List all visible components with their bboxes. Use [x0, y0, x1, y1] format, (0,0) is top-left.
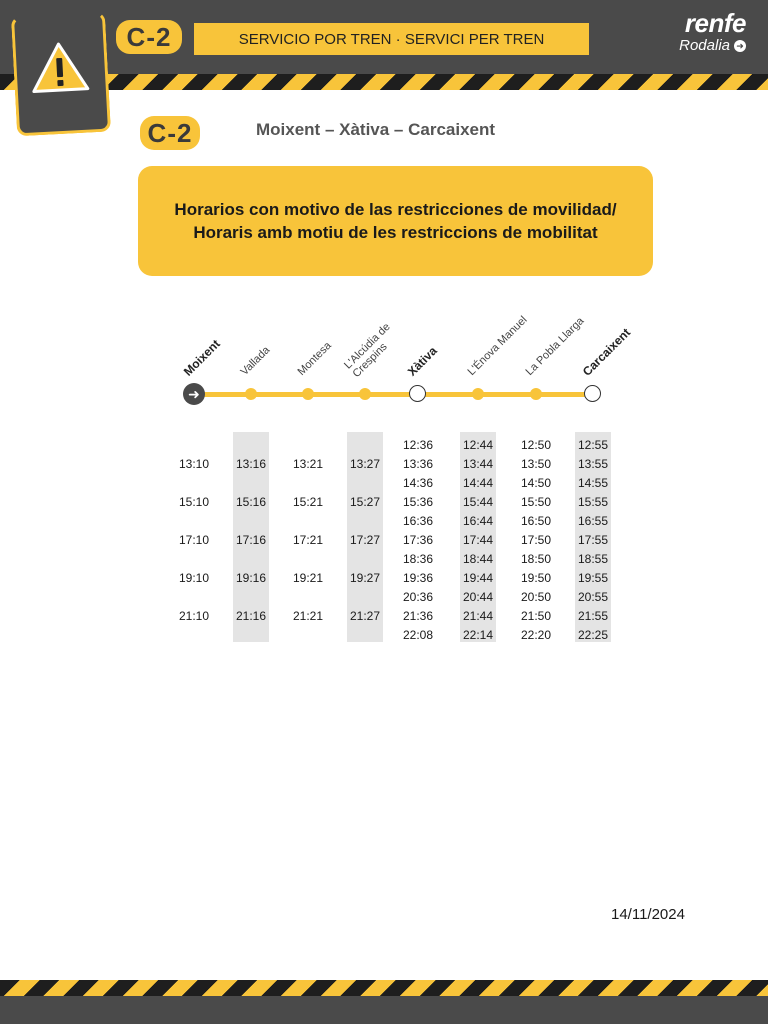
station-label: L'Alcúdia de Crespins: [342, 320, 393, 380]
time-cell: 21:21: [292, 609, 324, 623]
time-cell: 19:16: [235, 571, 267, 585]
rodalia-arrow-icon: ➜: [734, 40, 746, 52]
time-cell: 20:55: [577, 590, 609, 604]
time-cell: 13:36: [402, 457, 434, 471]
station-label: Carcaixent: [579, 325, 634, 379]
date: 14/11/2024: [611, 906, 685, 923]
station-label: Montesa: [295, 339, 334, 378]
notice-line-ca: Horaris amb motiu de les restriccions de mobilitat: [193, 223, 598, 242]
time-cell: 13:55: [577, 457, 609, 471]
renfe-logo: [679, 8, 746, 54]
station-marker: [302, 388, 314, 400]
time-cell: 21:27: [349, 609, 381, 623]
time-cell: 13:21: [292, 457, 324, 471]
station-marker: [472, 388, 484, 400]
brand-sub-label: Rodalia: [679, 37, 730, 54]
time-cell: 13:10: [178, 457, 210, 471]
station-label: L'Énova Manuel: [465, 313, 530, 378]
warning-sign: [11, 12, 111, 137]
time-cell: 21:44: [462, 609, 494, 623]
time-cell: 19:50: [520, 571, 552, 585]
time-cell: 20:50: [520, 590, 552, 604]
time-cell: 15:16: [235, 495, 267, 509]
station-marker-major: [409, 385, 426, 402]
service-banner: SERVICIO POR TREN · SERVICI PER TREN: [194, 23, 589, 55]
time-cell: 15:55: [577, 495, 609, 509]
station-marker: [530, 388, 542, 400]
hazard-stripe-top: [0, 74, 768, 90]
time-cell: 16:36: [402, 514, 434, 528]
time-cell: 17:21: [292, 533, 324, 547]
time-cell: 22:14: [462, 628, 494, 642]
time-cell: 18:36: [402, 552, 434, 566]
time-cell: 19:21: [292, 571, 324, 585]
time-cell: 15:21: [292, 495, 324, 509]
time-cell: 21:50: [520, 609, 552, 623]
time-cell: 15:36: [402, 495, 434, 509]
station-marker-major: [584, 385, 601, 402]
time-cell: 17:44: [462, 533, 494, 547]
time-cell: 19:36: [402, 571, 434, 585]
time-cell: 19:27: [349, 571, 381, 585]
time-cell: 14:55: [577, 476, 609, 490]
station-label: Moixent: [180, 336, 223, 379]
time-cell: 19:10: [178, 571, 210, 585]
warning-icon: [29, 40, 90, 95]
time-cell: 13:50: [520, 457, 552, 471]
time-cell: 16:50: [520, 514, 552, 528]
time-cell: 21:10: [178, 609, 210, 623]
time-cell: 15:27: [349, 495, 381, 509]
time-cell: 20:36: [402, 590, 434, 604]
hazard-stripe-bottom: [0, 980, 768, 996]
time-cell: 14:36: [402, 476, 434, 490]
station-label: La Pobla Llarga: [523, 315, 587, 378]
time-cell: 22:20: [520, 628, 552, 642]
brand-sub: [679, 37, 746, 54]
time-cell: 13:16: [235, 457, 267, 471]
time-cell: 17:27: [349, 533, 381, 547]
notice-line-es: Horarios con motivo de las restricciones de movilidad/: [174, 200, 617, 219]
station-label: Xàtiva: [404, 343, 440, 379]
time-cell: 14:44: [462, 476, 494, 490]
time-cell: 12:50: [520, 438, 552, 452]
line-badge: C-2: [116, 20, 182, 54]
time-cell: 17:50: [520, 533, 552, 547]
brand-name: renfe: [684, 8, 746, 38]
time-cell: 21:36: [402, 609, 434, 623]
time-cell: 15:50: [520, 495, 552, 509]
time-cell: 15:10: [178, 495, 210, 509]
time-cell: 18:55: [577, 552, 609, 566]
station-marker: [245, 388, 257, 400]
time-cell: 18:44: [462, 552, 494, 566]
time-cell: 22:08: [402, 628, 434, 642]
time-cell: 18:50: [520, 552, 552, 566]
notice-box: [138, 166, 653, 276]
route-badge: C-2: [140, 116, 200, 150]
time-cell: 13:44: [462, 457, 494, 471]
time-cell: 13:27: [349, 457, 381, 471]
time-cell: 12:55: [577, 438, 609, 452]
time-cell: 19:44: [462, 571, 494, 585]
time-cell: 17:16: [235, 533, 267, 547]
origin-arrow-icon: ➜: [183, 383, 205, 405]
time-cell: 16:44: [462, 514, 494, 528]
time-cell: 12:36: [402, 438, 434, 452]
time-cell: 20:44: [462, 590, 494, 604]
time-cell: 16:55: [577, 514, 609, 528]
time-cell: 22:25: [577, 628, 609, 642]
station-marker: [359, 388, 371, 400]
footer-band: [0, 996, 768, 1024]
time-cell: 17:55: [577, 533, 609, 547]
time-cell: 14:50: [520, 476, 552, 490]
time-cell: 12:44: [462, 438, 494, 452]
time-cell: 21:16: [235, 609, 267, 623]
time-cell: 17:36: [402, 533, 434, 547]
route-title: Moixent – Xàtiva – Carcaixent: [256, 120, 496, 139]
station-label: Vallada: [238, 344, 273, 378]
time-cell: 15:44: [462, 495, 494, 509]
time-cell: 17:10: [178, 533, 210, 547]
time-cell: 21:55: [577, 609, 609, 623]
time-cell: 19:55: [577, 571, 609, 585]
